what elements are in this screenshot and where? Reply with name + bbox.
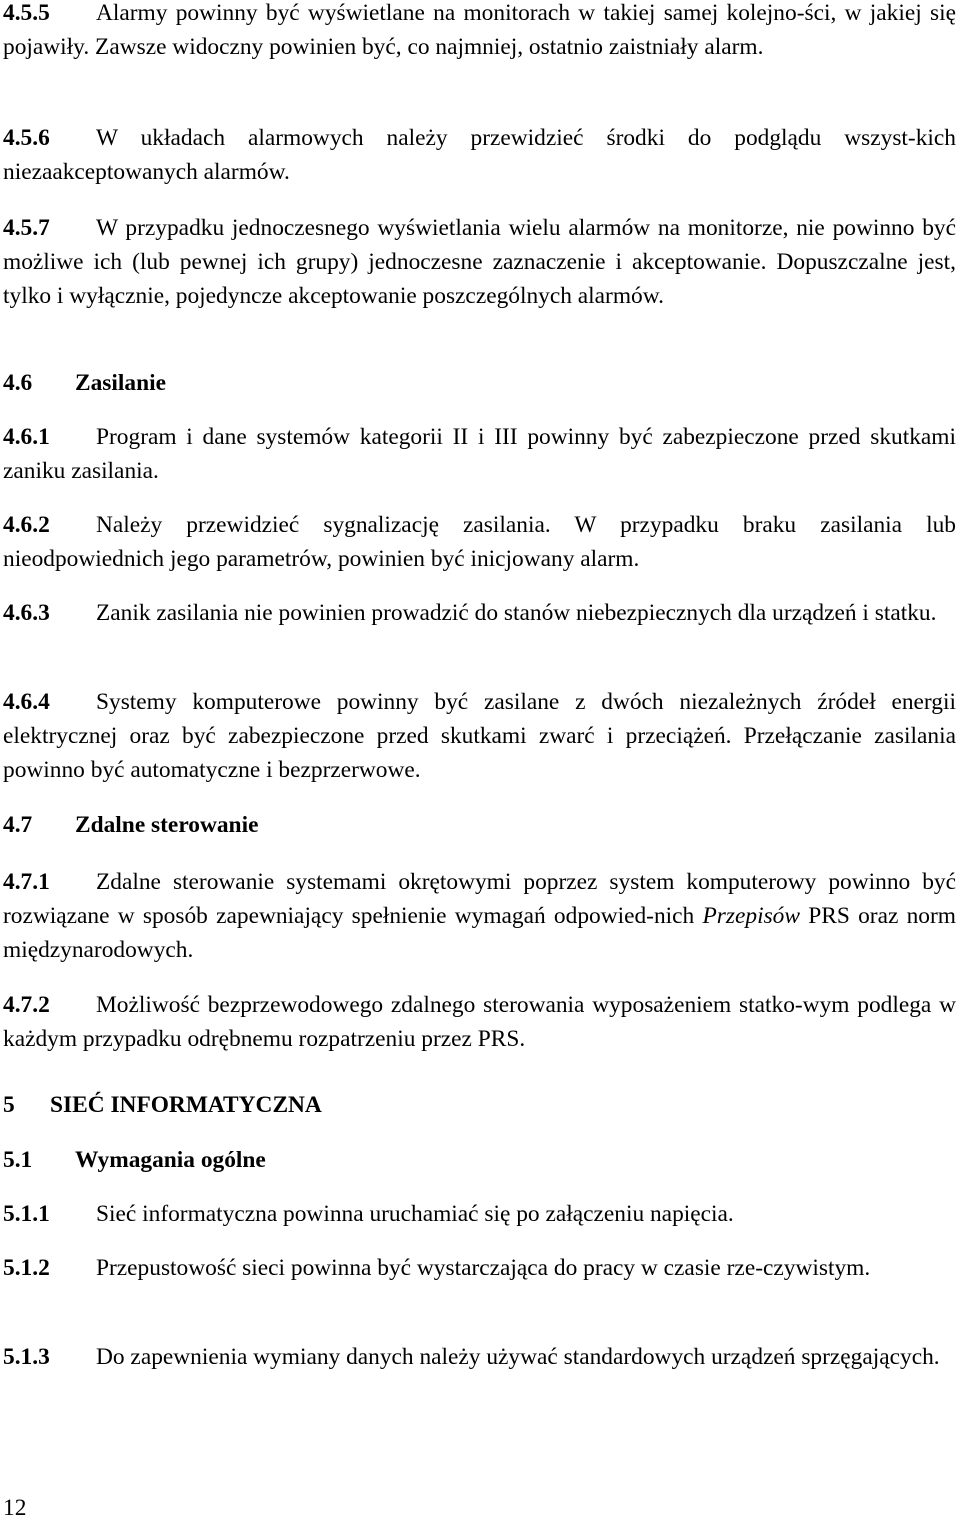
paragraph-4-6-1 [3,420,956,488]
paragraph-number: 5.1.3 [3,1344,50,1370]
paragraph-number: 4.7.1 [3,869,50,895]
paragraph-text: Należy przewidzieć sygnalizację zasilania. W przypadku braku zasilania lub nieodpowiednich jego parametrów, powinien być inicjowany alarm. [3,512,956,572]
paragraph-text: Alarmy powinny być wyświetlane na monitorach w takiej samej kolejno-ści, w jakiej się pojawiły. Zawsze widoczny powinien być, co najmniej, ostatnio zaistniały alarm. [3,0,956,60]
paragraph-number: 4.5.7 [3,215,50,241]
heading-title: SIEĆ INFORMATYCZNA [50,1092,322,1118]
heading-title: Wymagania ogólne [75,1147,266,1173]
paragraph-text: W przypadku jednoczesnego wyświetlania wielu alarmów na monitorze, nie powinno być możliwe ich (lub pewnej ich grupy) jednoczesne zaznaczenie i akceptowanie. Dopuszczalne jest, tylko i wyłącznie, pojedyncze akceptowanie poszczególnych alarmów. [3,215,956,309]
paragraph-number: 4.6.2 [3,512,50,538]
paragraph-text: Sieć informatyczna powinna uruchamiać się po załączeniu napięcia. [96,1201,734,1227]
paragraph-number: 5.1.2 [3,1255,50,1281]
paragraph-number: 4.6.1 [3,424,50,450]
paragraph-4-5-7 [3,211,956,313]
heading-number: 5 [3,1092,15,1118]
section-heading-5-1 [3,1143,266,1177]
paragraph-4-5-5 [3,0,956,64]
paragraph-text-after: PRS oraz norm międzynarodowych. [3,903,956,963]
paragraph-4-6-2 [3,508,956,576]
section-heading-4-7 [3,808,258,842]
paragraph-text: Możliwość bezprzewodowego zdalnego sterowania wyposażeniem statko-wym podlega w każdym przypadku odrębnemu rozpatrzeniu przez PRS. [3,992,956,1052]
heading-number: 5.1 [3,1147,33,1173]
paragraph-4-7-2 [3,988,956,1056]
paragraph-4-5-6 [3,121,956,189]
paragraph-number: 4.7.2 [3,992,50,1018]
paragraph-text: Program i dane systemów kategorii II i III powinny być zabezpieczone przed skutkami zaniku zasilania. [3,424,956,484]
paragraph-text: Do zapewnienia wymiany danych należy używać standardowych urządzeń sprzęgających. [96,1344,940,1370]
paragraph-number: 4.5.6 [3,125,50,151]
heading-title: Zdalne sterowanie [75,812,259,838]
paragraph-5-1-1 [3,1197,956,1231]
heading-number: 4.6 [3,370,33,396]
paragraph-4-6-3 [3,596,956,630]
paragraph-number: 4.5.5 [3,0,50,26]
paragraph-number: 4.6.3 [3,600,50,626]
paragraph-text: W układach alarmowych należy przewidzieć środki do podglądu wszyst-kich niezaakceptowanych alarmów. [3,125,956,185]
paragraph-number: 5.1.1 [3,1201,50,1227]
paragraph-text: Zanik zasilania nie powinien prowadzić do stanów niebezpiecznych dla urządzeń i statku. [96,600,937,626]
paragraph-5-1-2 [3,1251,956,1285]
paragraph-text: Systemy komputerowe powinny być zasilane z dwóch niezależnych źródeł energii elektrycznej oraz być zabezpieczone przed skutkami zwarć i przeciążeń. Przełączanie zasilania powinno być automatyczne i bezprzerwowe. [3,689,956,783]
paragraph-4-7-1 [3,865,956,967]
paragraph-5-1-3 [3,1340,956,1374]
paragraph-text-italic: Przepisów [702,903,800,929]
section-heading-4-6 [3,366,166,400]
chapter-heading-5 [3,1088,322,1122]
heading-title: Zasilanie [75,370,166,396]
heading-number: 4.7 [3,812,33,838]
paragraph-text: Przepustowość sieci powinna być wystarczająca do pracy w czasie rze-czywistym. [96,1255,871,1281]
page-number: 12 [3,1495,27,1521]
paragraph-text-before: Zdalne sterowanie systemami okrętowymi poprzez system komputerowy powinno być rozwiązane w sposób zapewniający spełnienie wymagań odpowied-nich [3,869,956,929]
paragraph-4-6-4 [3,685,956,787]
paragraph-number: 4.6.4 [3,689,50,715]
